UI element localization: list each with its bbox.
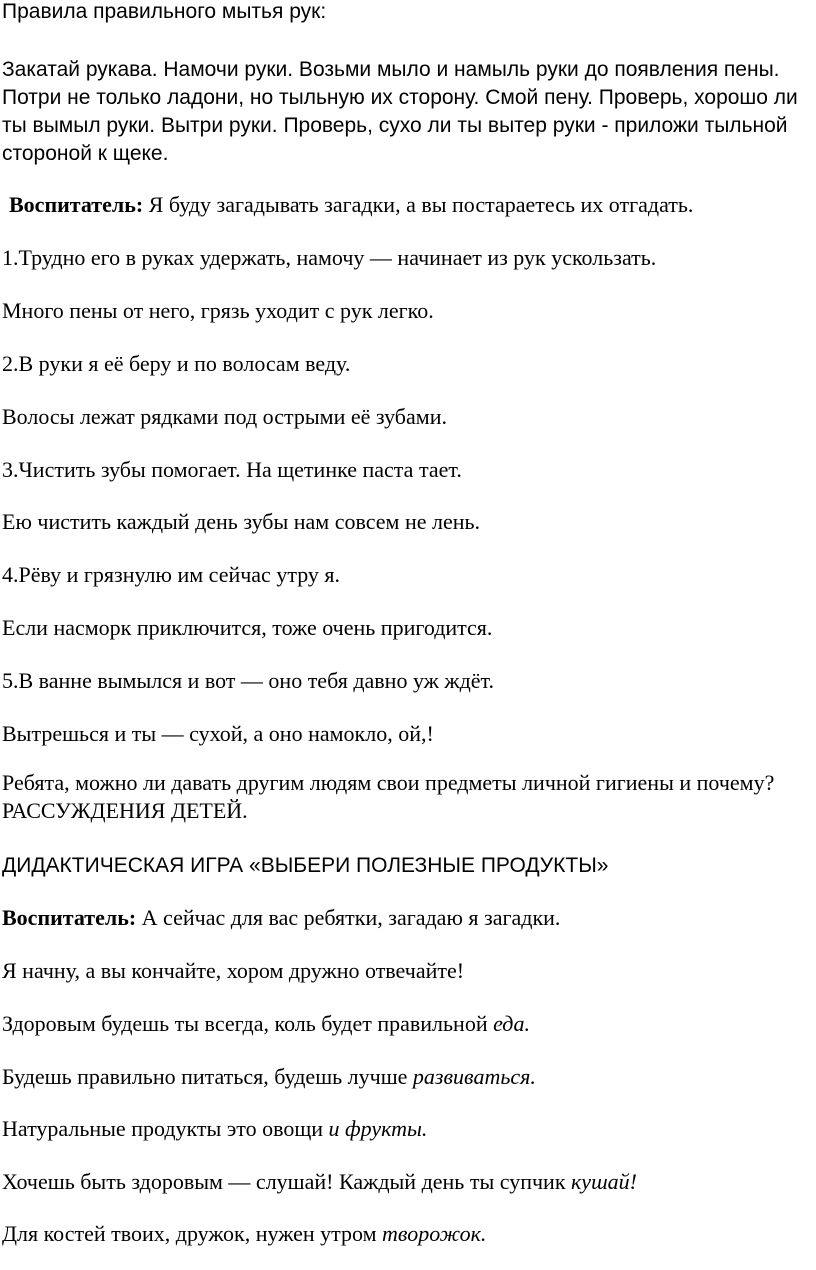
verse-5	[2, 1220, 486, 1248]
riddle-4-line-1: 4.Рёву и грязнулю им сейчас утру я.	[2, 562, 341, 587]
riddle-2-line-2: Волосы лежат рядками под острыми её зубами.	[2, 404, 447, 429]
game-intro-text: А сейчас для вас ребятки, загадаю я загадки.	[141, 905, 561, 930]
riddle-3-line-1: 3.Чистить зубы помогает. На щетинке паста тает.	[2, 457, 462, 482]
document-heading: Правила правильного мытья рук:	[2, 0, 327, 23]
verse-3	[2, 1115, 427, 1143]
verse-text: Натуральные продукты это овощи	[2, 1116, 329, 1141]
verse-4	[2, 1168, 637, 1196]
verse-text: Здоровым будешь ты всегда, коль будет правильной	[2, 1011, 494, 1036]
intro-paragraph	[9, 191, 693, 219]
speaker-label: Воспитатель:	[9, 192, 144, 217]
verse-text: Хочешь быть здоровым — слушай! Каждый день ты супчик	[2, 1169, 572, 1194]
hand-washing-rules: Закатай рукава. Намочи руки. Возьми мыло и намыль руки до появления пены. Потри не только ладони, но тыльную их сторону. Смой пену. Проверь, хорошо ли ты вымыл руки. Вытри руки. Проверь, сухо ли ты вытер руки - приложи тыльной стороной к щеке.	[2, 58, 798, 165]
game-speaker-label: Воспитатель:	[2, 905, 137, 930]
verse-answer: кушай!	[571, 1169, 638, 1194]
discussion-question: Ребята, можно ли давать другим людям свои предметы личной гигиены и почему? РАССУЖДЕНИЯ ДЕТЕЙ.	[2, 770, 775, 823]
verse-answer: еда.	[493, 1011, 530, 1036]
game-intro-paragraph	[2, 904, 560, 932]
game-instruction: Я начну, а вы кончайте, хором дружно отвечайте!	[2, 958, 465, 983]
riddle-4-line-2: Если насморк приключится, тоже очень пригодится.	[2, 615, 493, 640]
verse-1	[2, 1010, 530, 1038]
riddle-1-line-1: 1.Трудно его в руках удержать, намочу — начинает из рук ускользать.	[2, 245, 657, 270]
riddle-3-line-2: Ею чистить каждый день зубы нам совсем не лень.	[2, 509, 481, 534]
intro-text: Я буду загадывать загадки, а вы постараетесь их отгадать.	[148, 192, 694, 217]
verse-2	[2, 1063, 536, 1091]
verse-text: Будешь правильно питаться, будешь лучше	[2, 1064, 413, 1089]
verse-answer: развиваться.	[412, 1064, 536, 1089]
riddle-5-line-2: Вытрешься и ты — сухой, а оно намокло, ой,!	[2, 721, 434, 746]
verse-answer: творожок.	[382, 1221, 487, 1246]
riddle-5-line-1: 5.В ванне вымылся и вот — оно тебя давно уж ждёт.	[2, 668, 494, 693]
riddle-2-line-1: 2.В руки я её беру и по волосам веду.	[2, 351, 351, 376]
game-title: ДИДАКТИЧЕСКАЯ ИГРА «ВЫБЕРИ ПОЛЕЗНЫЕ ПРОДУКТЫ»	[2, 854, 609, 877]
verse-answer: и фрукты.	[328, 1116, 428, 1141]
verse-text: Для костей твоих, дружок, нужен утром	[2, 1221, 383, 1246]
riddle-1-line-2: Много пены от него, грязь уходит с рук легко.	[2, 298, 434, 323]
